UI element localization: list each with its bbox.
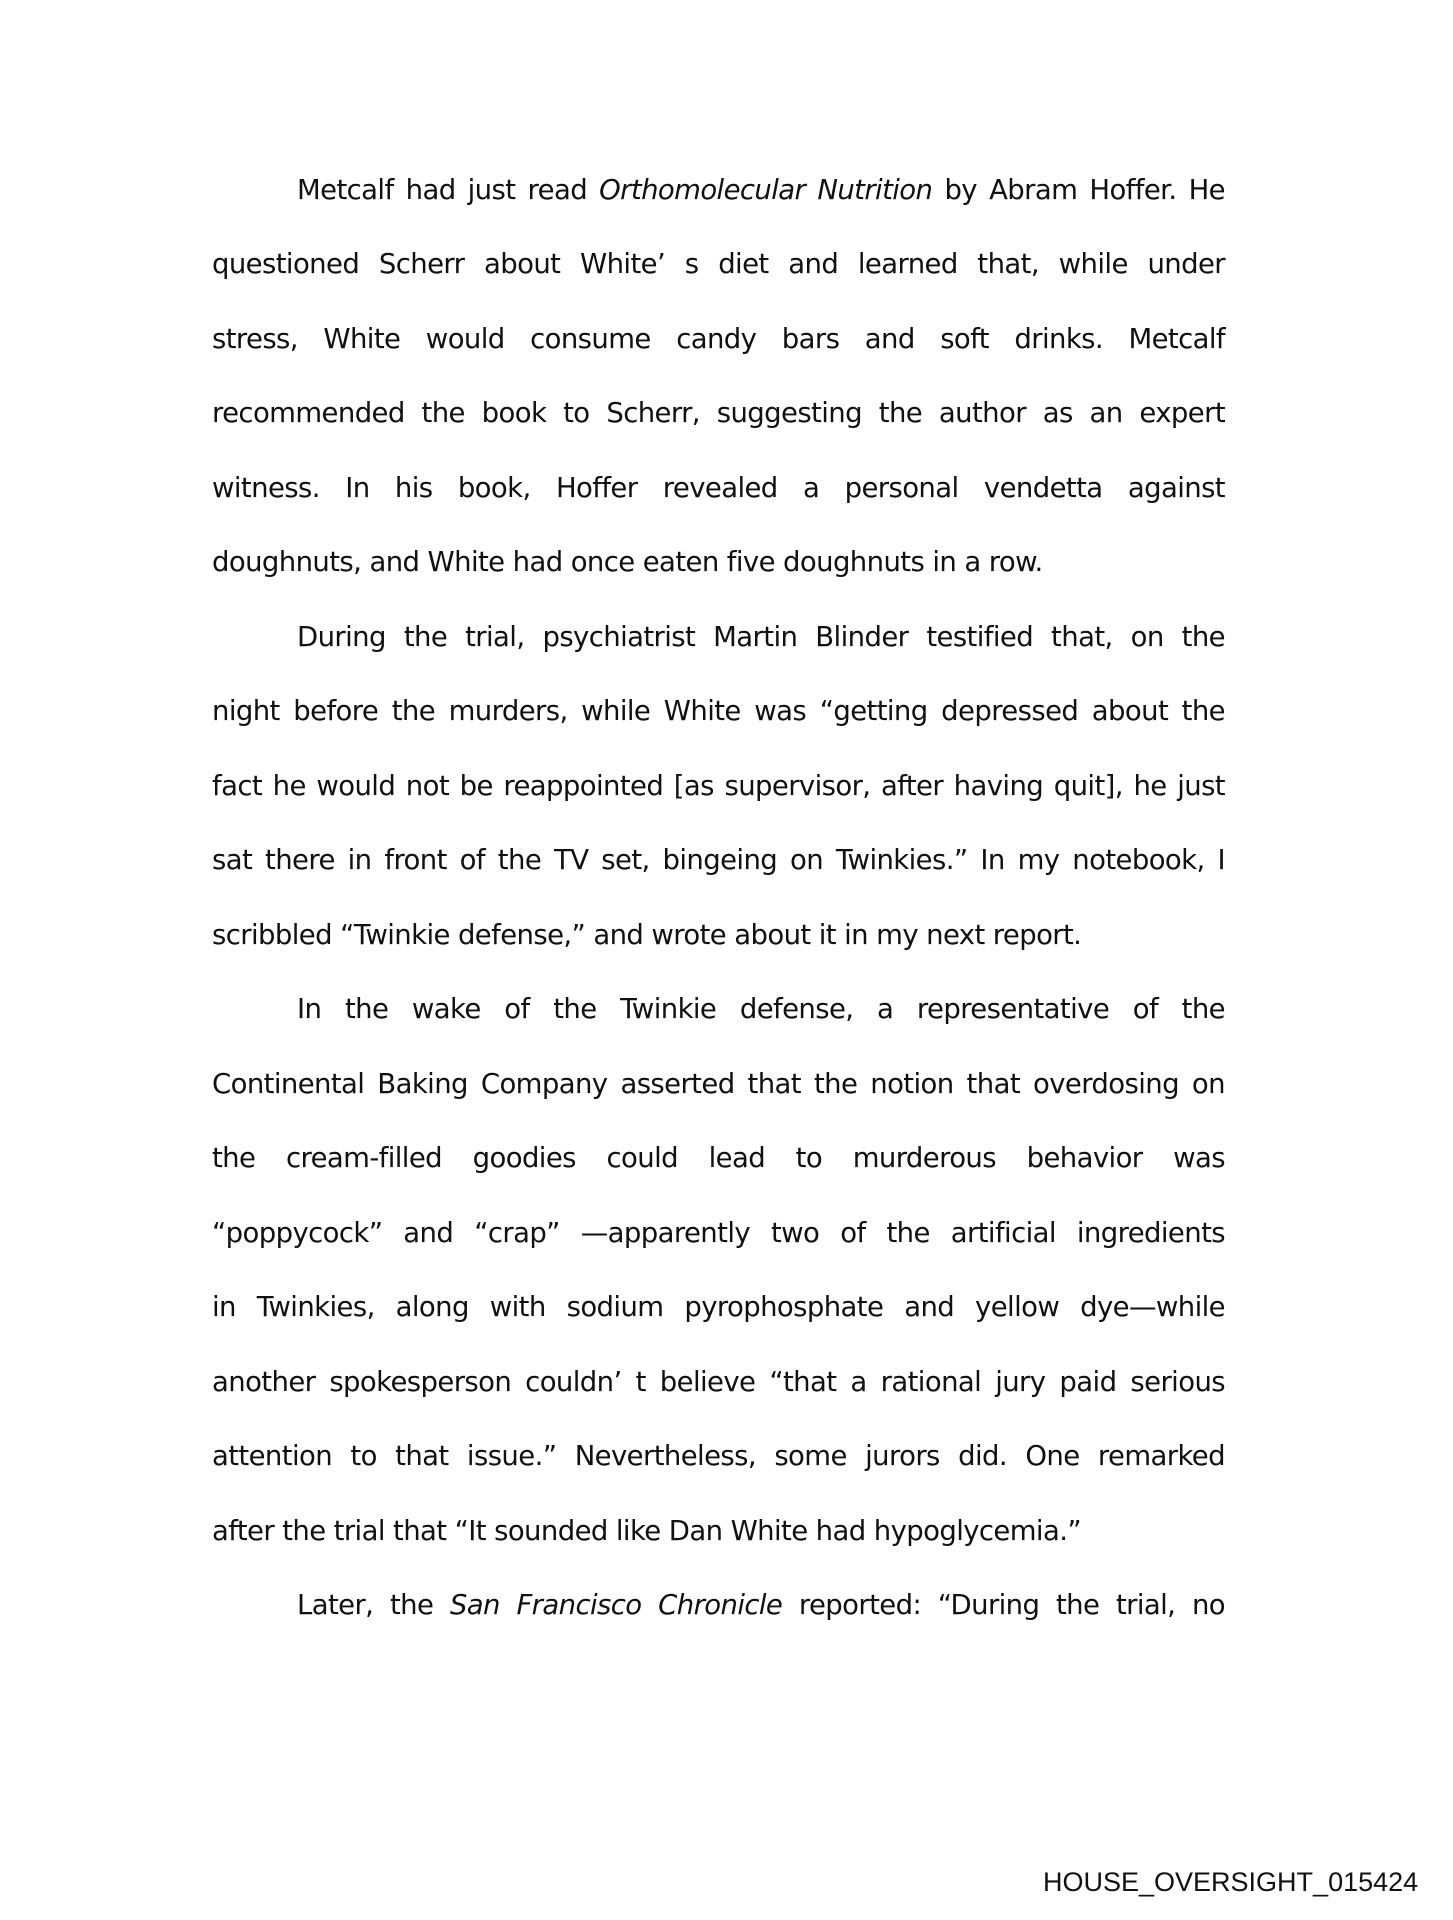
text-segment: Later, the xyxy=(297,1589,450,1621)
text-line xyxy=(212,840,1225,880)
text-segment: in Twinkies, along with sodium pyrophosphate and yellow dye—while xyxy=(212,1291,1225,1323)
text-line xyxy=(212,1436,1225,1476)
text-segment: witness. In his book, Hoffer revealed a personal vendetta against xyxy=(212,472,1225,504)
text-segment: after the trial that “It sounded like Dan White had hypoglycemia.” xyxy=(212,1515,1082,1547)
text-segment: by Abram Hoffer. He xyxy=(932,174,1225,206)
text-segment: attention to that issue.” Nevertheless, some jurors did. One remarked xyxy=(212,1440,1225,1472)
text-line xyxy=(212,691,1225,731)
text-line xyxy=(212,1064,1225,1104)
text-segment: stress, White would consume candy bars and soft drinks. Metcalf xyxy=(212,323,1225,355)
text-line xyxy=(212,1287,1225,1327)
text-segment: Metcalf had just read xyxy=(297,174,600,206)
text-line xyxy=(212,1362,1225,1402)
text-segment: recommended the book to Scherr, suggesting the author as an expert xyxy=(212,397,1225,429)
text-line xyxy=(212,915,1225,955)
text-segment: “poppycock” and “crap” —apparently two of the artificial ingredients xyxy=(212,1217,1225,1249)
text-segment: reported: “During the trial, no xyxy=(782,1589,1225,1621)
text-line xyxy=(212,319,1225,359)
text-segment: the cream-filled goodies could lead to murderous behavior was xyxy=(212,1142,1225,1174)
text-line xyxy=(212,244,1225,284)
text-line xyxy=(212,1213,1225,1253)
text-segment: another spokesperson couldn’ t believe “that a rational jury paid serious xyxy=(212,1366,1225,1398)
book-title: Orthomolecular Nutrition xyxy=(599,174,933,206)
text-segment: During the trial, psychiatrist Martin Blinder testified that, on the xyxy=(297,621,1225,653)
text-line xyxy=(297,1585,1225,1625)
text-segment: questioned Scherr about White’ s diet and learned that, while under xyxy=(212,248,1225,280)
text-line xyxy=(297,617,1225,657)
text-line xyxy=(297,989,1225,1029)
text-line xyxy=(212,393,1225,433)
text-line xyxy=(297,170,1225,210)
text-segment: Continental Baking Company asserted that the notion that overdosing on xyxy=(212,1068,1225,1100)
text-segment: fact he would not be reappointed [as supervisor, after having quit], he just xyxy=(212,770,1225,802)
text-line xyxy=(212,766,1225,806)
newspaper-title: San Francisco Chronicle xyxy=(449,1589,783,1621)
text-line xyxy=(212,1138,1225,1178)
text-segment: scribbled “Twinkie defense,” and wrote about it in my next report. xyxy=(212,919,1082,951)
text-line xyxy=(212,542,1225,582)
text-segment: In the wake of the Twinkie defense, a representative of the xyxy=(297,993,1225,1025)
text-line xyxy=(212,468,1225,508)
text-line xyxy=(212,1511,1225,1551)
text-segment: sat there in front of the TV set, bingeing on Twinkies.” In my notebook, I xyxy=(212,844,1225,876)
text-segment: doughnuts, and White had once eaten five doughnuts in a row. xyxy=(212,546,1043,578)
bates-number: HOUSE_OVERSIGHT_015424 xyxy=(1043,1867,1419,1897)
text-segment: night before the murders, while White was “getting depressed about the xyxy=(212,695,1225,727)
